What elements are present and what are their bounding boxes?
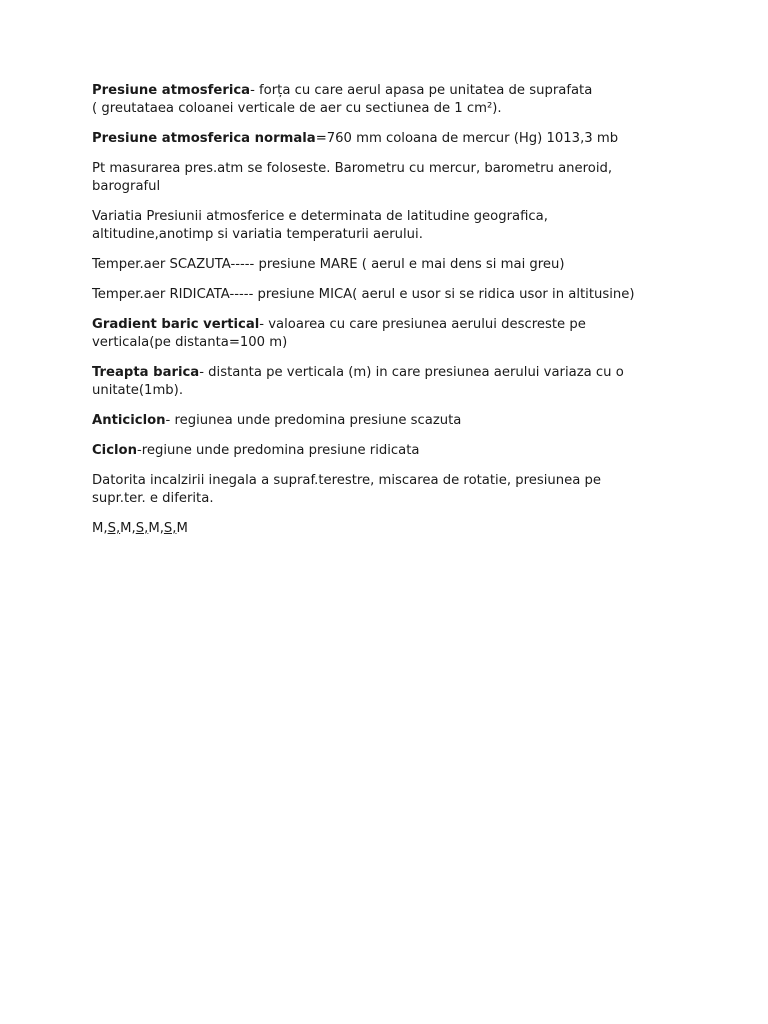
body-text: Datorita incalzirii inegala a supraf.terestre, miscarea de rotatie, presiunea pe	[92, 473, 601, 488]
definition-text: - valoarea cu care presiunea aerului descreste pe	[259, 317, 586, 332]
paragraph-temper-ridicata	[92, 286, 692, 304]
definition-text: =760 mm coloana de mercur (Hg) 1013,3 mb	[315, 131, 619, 146]
body-text: Temper.aer SCAZUTA----- presiune MARE ( aerul e mai dens si mai greu)	[92, 257, 565, 272]
paragraph-temper-scazuta	[92, 256, 692, 274]
sequence-part-underlined: S,	[107, 521, 121, 536]
paragraph-anticiclon	[92, 412, 692, 430]
definition-text: - distanta pe verticala (m) in care presiunea aerului variaza cu o	[199, 365, 624, 380]
sequence-part: M,	[120, 521, 136, 536]
definition-text: - regiunea unde predomina presiune scazuta	[165, 413, 462, 428]
paragraph-ciclon	[92, 442, 692, 460]
term-treapta-barica: Treapta barica	[92, 365, 200, 380]
paragraph-gradient-baric	[92, 316, 692, 352]
paragraph-sequence	[92, 520, 692, 538]
paragraph-masurare	[92, 160, 692, 196]
body-text-continued: supr.ter. e diferita.	[92, 491, 214, 506]
term-presiune-normala: Presiune atmosferica normala	[92, 131, 316, 146]
sequence-part-underlined: S,	[135, 521, 149, 536]
sequence-part: M,	[148, 521, 164, 536]
paragraph-treapta-barica	[92, 364, 692, 400]
definition-text: - forța cu care aerul apasa pe unitatea de suprafata	[250, 83, 593, 98]
sequence-part: M,	[92, 521, 108, 536]
term-presiune-atmosferica: Presiune atmosferica	[92, 83, 251, 98]
body-text: Pt masurarea pres.atm se foloseste. Barometru cu mercur, barometru aneroid,	[92, 161, 613, 176]
body-text-continued: barograful	[92, 179, 161, 194]
document-page	[92, 82, 692, 550]
body-text-continued: altitudine,anotimp si variatia temperaturii aerului.	[92, 227, 423, 242]
term-ciclon: Ciclon	[92, 443, 137, 458]
body-text: Temper.aer RIDICATA----- presiune MICA( aerul e usor si se ridica usor in altitusine)	[92, 287, 635, 302]
term-gradient-baric: Gradient baric vertical	[92, 317, 260, 332]
definition-text-continued: unitate(1mb).	[92, 383, 184, 398]
paragraph-variatia	[92, 208, 692, 244]
paragraph-presiune-atmosferica	[92, 82, 692, 118]
definition-text: -regiune unde predomina presiune ridicata	[136, 443, 420, 458]
paragraph-datorita	[92, 472, 692, 508]
definition-text-continued: verticala(pe distanta=100 m)	[92, 335, 288, 350]
sequence-part-underlined: S,	[163, 521, 177, 536]
definition-text-continued: ( greutataea coloanei verticale de aer cu sectiunea de 1 cm²).	[92, 101, 502, 116]
term-anticiclon: Anticiclon	[92, 413, 166, 428]
paragraph-presiune-normala	[92, 130, 692, 148]
body-text: Variatia Presiunii atmosferice e determinata de latitudine geografica,	[92, 209, 548, 224]
sequence-part: M	[176, 521, 188, 536]
